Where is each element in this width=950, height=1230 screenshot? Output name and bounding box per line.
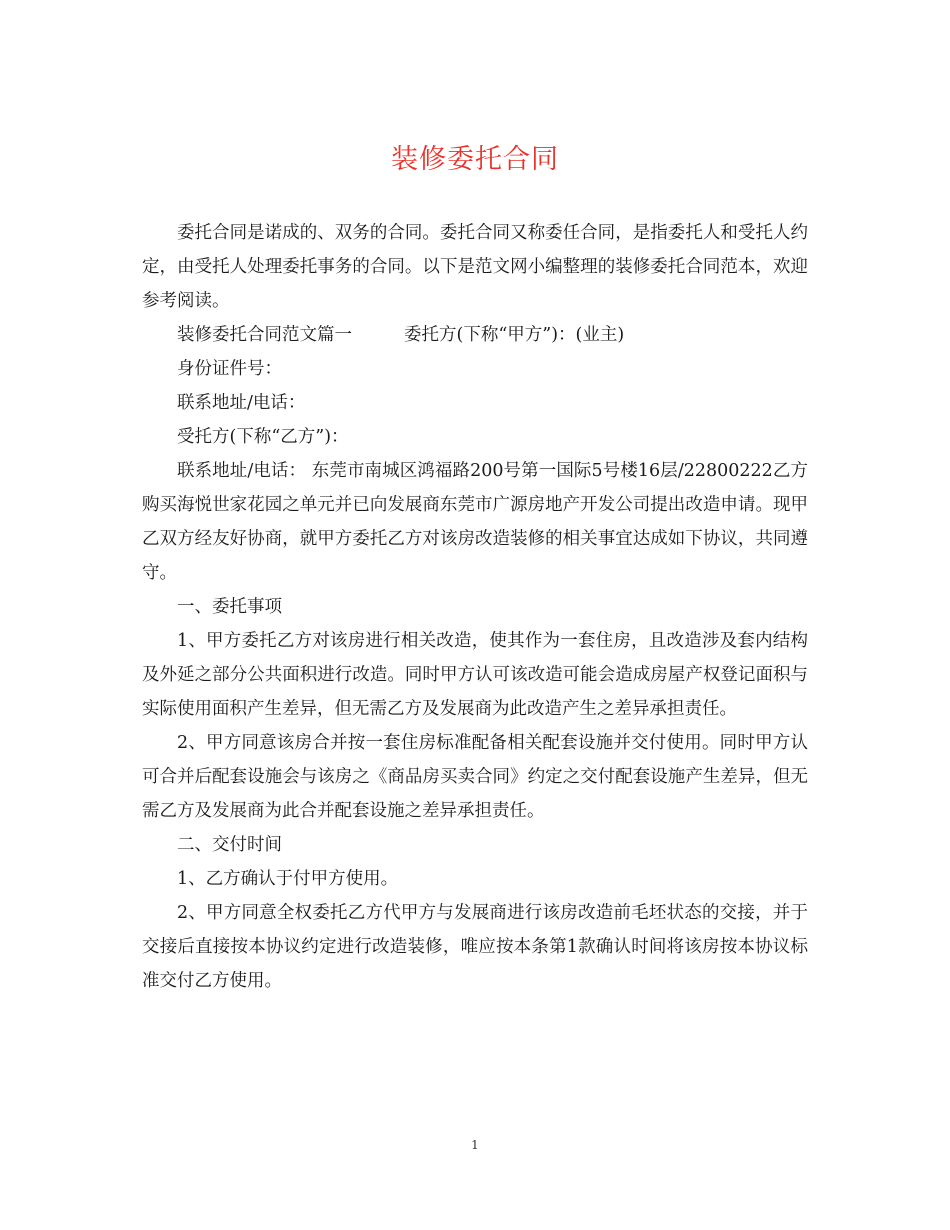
page-number: 1 xyxy=(471,1138,479,1152)
document-body xyxy=(142,216,808,998)
document-title: 装修委托合同 xyxy=(391,144,559,175)
agent-address-paragraph: 联系地址/电话： 东莞市南城区鸿福路200号第一国际5号楼16层/22800222乙方购买海悦世家花园之单元并已向发展商东莞市广源房地产开发公司提出改造申请。现甲乙双方经友好协商，就甲方委托乙方对该房改造装修的相关事宜达成如下协议，共同遵守。 xyxy=(142,461,808,583)
section-heading: 二、交付时间 xyxy=(177,835,282,855)
section-heading-line xyxy=(142,318,808,352)
principal-address-line: 联系地址/电话： xyxy=(177,393,306,413)
id-number-line: 身份证件号： xyxy=(177,359,282,379)
agent-label: 受托方(下称“乙方”)： xyxy=(177,427,349,447)
section-heading: 一、委托事项 xyxy=(177,597,282,617)
clause-paragraph: 2、甲方同意该房合并按一套住房标准配备相关配套设施并交付使用。同时甲方认可合并后配套设施会与该房之《商品房买卖合同》约定之交付配套设施产生差异，但无需乙方及发展商为此合并配套设施之差异承担责任。 xyxy=(142,733,808,821)
principal-label: 委托方(下称“甲方”)：(业主) xyxy=(404,325,625,345)
clause-paragraph: 1、甲方委托乙方对该房进行相关改造，使其作为一套住房，且改造涉及套内结构及外延之部分公共面积进行改造。同时甲方认可该改造可能会造成房屋产权登记面积与实际使用面积产生差异，但无需乙方及发展商为此改造产生之差异承担责任。 xyxy=(142,631,808,719)
intro-paragraph: 委托合同是诺成的、双务的合同。委托合同又称委任合同，是指委托人和受托人约定，由受托人处理委托事务的合同。以下是范文网小编整理的装修委托合同范本，欢迎参考阅读。 xyxy=(142,223,808,311)
sample-heading: 装修委托合同范文篇一 xyxy=(177,325,352,345)
clause-paragraph: 1、乙方确认于付甲方使用。 xyxy=(177,869,399,889)
clause-paragraph: 2、甲方同意全权委托乙方代甲方与发展商进行该房改造前毛坯状态的交接，并于交接后直接按本协议约定进行改造装修，唯应按本条第1款确认时间将该房按本协议标准交付乙方使用。 xyxy=(142,903,808,991)
